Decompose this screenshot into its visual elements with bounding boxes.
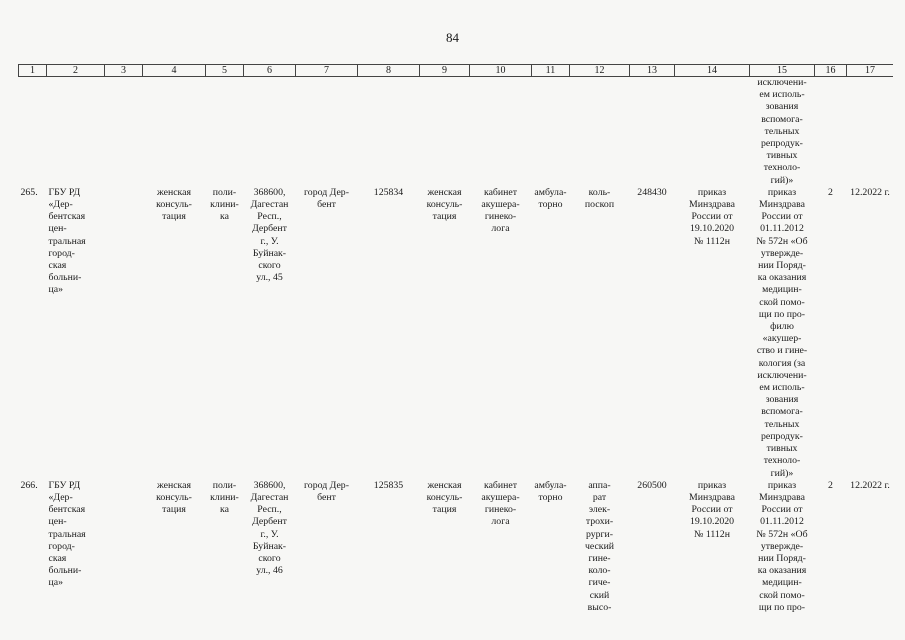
procedure-reference: приказ Минздрава России от 01.11.2012 № 572н «Об утвержде- нии Поряд- ка оказания медицин- ской помо- щи по про- xyxy=(756,479,808,613)
col-header-16: 16 xyxy=(815,65,847,77)
equipment-name: аппа- рат элек- трохи- рурги- ческий гине- коло- гиче- ский высо- xyxy=(584,479,615,613)
col-header-1: 1 xyxy=(19,65,47,77)
order-reference: приказ Минздрава России от 19.10.2020 № 1112н xyxy=(689,186,735,247)
table-row xyxy=(19,187,894,480)
quantity: 2 xyxy=(828,186,833,198)
col-header-13: 13 xyxy=(630,65,675,77)
address: 368600, Дагестан Респ., Дербент г., У. Буйнак- ского ул., 45 xyxy=(250,186,289,284)
col-header-9: 9 xyxy=(420,65,470,77)
table-row xyxy=(19,480,894,640)
facility-type: поли- клини- ка xyxy=(210,479,239,516)
cell-col3 xyxy=(105,480,143,640)
col-header-4: 4 xyxy=(143,65,206,77)
equipment-table xyxy=(18,64,893,640)
col-header-10: 10 xyxy=(470,65,532,77)
code: 125835 xyxy=(373,479,404,491)
unit-type: женская консуль- тация xyxy=(156,479,192,516)
address: 368600, Дагестан Респ., Дербент г., У. Буйнак- ского ул., 46 xyxy=(250,479,289,577)
department: женская консуль- тация xyxy=(426,479,463,516)
code: 125834 xyxy=(373,186,404,198)
equipment-code: 248430 xyxy=(637,186,667,198)
col-header-14: 14 xyxy=(675,65,750,77)
facility-type: поли- клини- ка xyxy=(210,186,239,223)
department: женская консуль- тация xyxy=(426,186,463,223)
care-condition: амбула- торно xyxy=(534,186,567,211)
page-number: 84 xyxy=(446,30,459,45)
header-row xyxy=(19,65,894,77)
room: кабинет акушера- гинеко- лога xyxy=(481,186,520,235)
col-header-6: 6 xyxy=(244,65,296,77)
col-header-8: 8 xyxy=(358,65,420,77)
col-header-5: 5 xyxy=(206,65,244,77)
continuation-row xyxy=(19,77,894,187)
room: кабинет акушера- гинеко- лога xyxy=(481,479,520,528)
col-header-11: 11 xyxy=(532,65,570,77)
col-header-17: 17 xyxy=(847,65,894,77)
deadline: 12.2022 г. xyxy=(850,186,890,198)
locality: город Дер- бент xyxy=(304,479,349,503)
col-header-12: 12 xyxy=(570,65,630,77)
equipment-code: 260500 xyxy=(637,479,667,491)
cell-col3 xyxy=(105,187,143,480)
care-condition: амбула- торно xyxy=(534,479,567,503)
equipment-name: коль- поскоп xyxy=(584,186,615,211)
deadline: 12.2022 г. xyxy=(850,479,890,491)
document-sheet xyxy=(18,64,893,640)
continuation-cell: исключени- ем исполь- зования вспомога- тельных репродук- тивных техноло- гий)» xyxy=(757,77,807,186)
locality: город Дер- бент xyxy=(304,186,349,211)
row-number: 266. xyxy=(20,479,38,491)
col-header-3: 3 xyxy=(105,65,143,77)
procedure-reference: приказ Минздрава России от 01.11.2012 № 572н «Об утвержде- нии Поряд- ка оказания медицин- ской помо- щи по про- филю «акушер- ство и гине- кология (за исключени- ем исполь- зования вспомога- тельных репродук- тивных техноло- гий)» xyxy=(756,186,808,479)
organization-name: ГБУ РД «Дер- бентская цен- тральная город- ская больни- ца» xyxy=(48,186,86,296)
row-number: 265. xyxy=(20,186,38,198)
col-header-2: 2 xyxy=(47,65,105,77)
quantity: 2 xyxy=(828,479,833,491)
col-header-7: 7 xyxy=(296,65,358,77)
col-header-15: 15 xyxy=(750,65,815,77)
unit-type: женская консуль- тация xyxy=(156,186,192,223)
organization-name: ГБУ РД «Дер- бентская цен- тральная город- ская больни- ца» xyxy=(48,479,86,589)
order-reference: приказ Минздрава России от 19.10.2020 № 1112н xyxy=(689,479,735,540)
